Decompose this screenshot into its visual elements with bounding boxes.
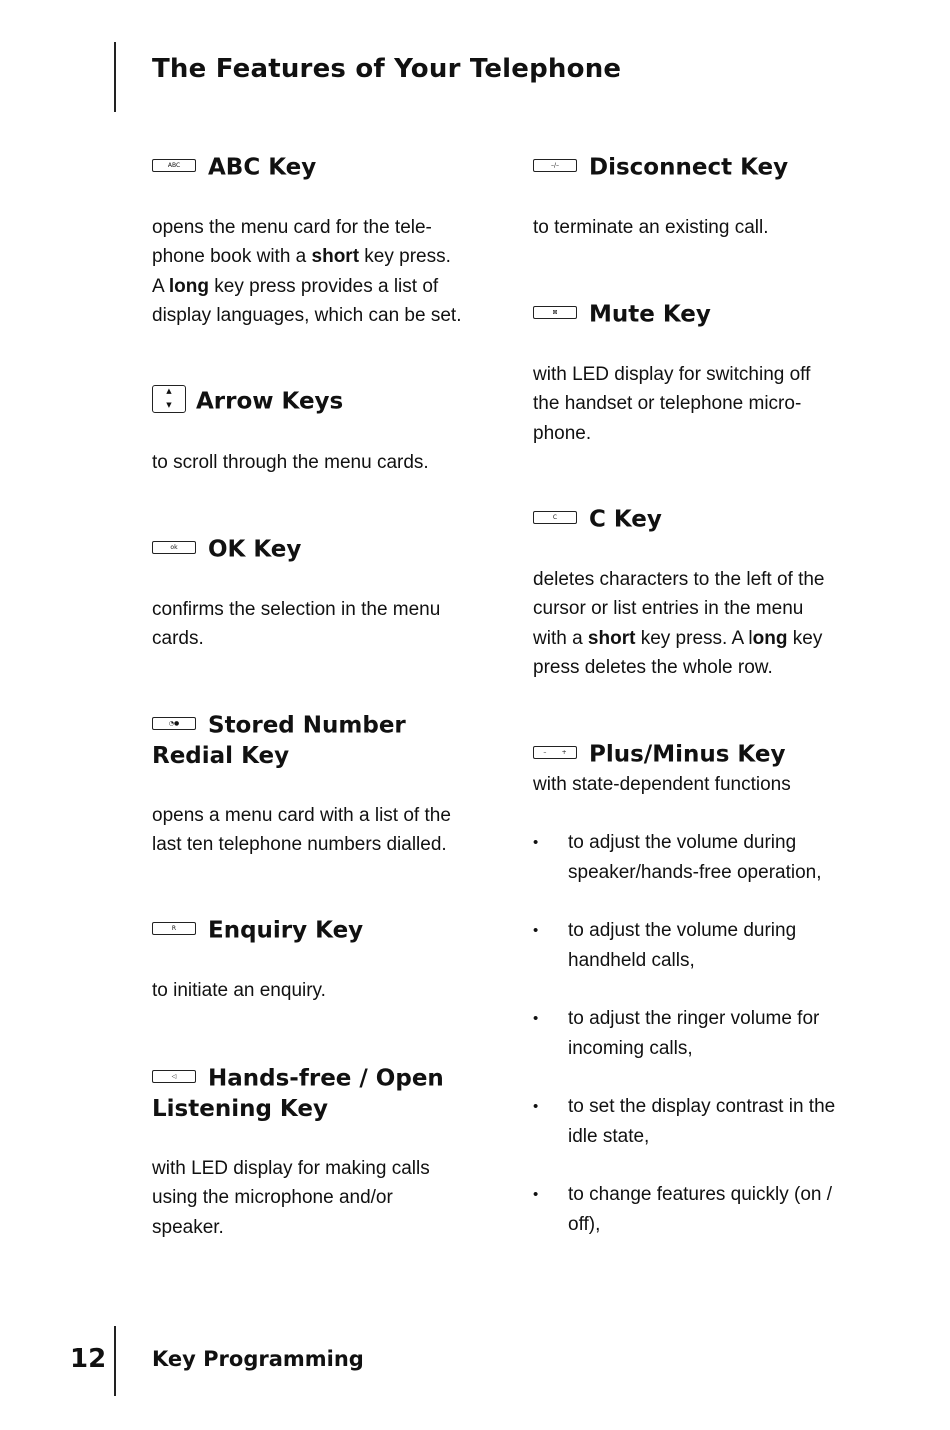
ok-key-description: confirms the selection in the menu cards. <box>152 598 441 649</box>
stored-number-redial-section <box>152 710 482 860</box>
arrow-keys-icon: ▲ ▼ <box>152 385 186 413</box>
ok-key-title: ok OK Key <box>152 534 482 565</box>
disconnect-key-section <box>533 152 853 242</box>
redial-key-icon: ◔● <box>152 717 196 730</box>
stored-number-redial-description: opens a menu card with a list of the last ten telephone numbers dialled. <box>152 804 451 855</box>
stored-number-redial-title-line2: Redial Key <box>152 742 290 769</box>
hands-free-key-title: ◁ Hands-free / Open <box>152 1063 482 1094</box>
stored-number-redial-title: ◔● Stored Number <box>152 710 482 741</box>
arrow-keys-section <box>152 386 482 477</box>
abc-key-description: opens the menu card for the tele- phone book with a short key press. A long key press provides a list of display languages, which can be set. <box>152 216 462 326</box>
enquiry-key-title: R Enquiry Key <box>152 915 482 946</box>
enquiry-key-section <box>152 915 482 1005</box>
mute-key-title: ⊠ Mute Key <box>533 299 853 330</box>
enquiry-key-icon: R <box>152 922 196 935</box>
disconnect-key-title: –/– Disconnect Key <box>533 152 853 183</box>
enquiry-key-description: to initiate an enquiry. <box>152 979 326 1001</box>
mute-key-icon: ⊠ <box>533 306 577 319</box>
list-item: • to adjust the volume during speaker/hands-free operation, <box>533 828 853 887</box>
list-item: • to adjust the volume during handheld calls, <box>533 916 853 975</box>
plus-minus-key-icon: – + <box>533 746 577 759</box>
page-number: 12 <box>70 1344 107 1374</box>
c-key-section <box>533 504 853 683</box>
ok-key-section <box>152 534 482 654</box>
c-key-title: C C Key <box>533 504 853 535</box>
c-key-description: deletes characters to the left of the cursor or list entries in the menu with a short key press. A long key press deletes the whole row. <box>533 568 825 678</box>
arrow-keys-description: to scroll through the menu cards. <box>152 451 429 473</box>
arrow-keys-title: ▲ ▼ Arrow Keys <box>152 386 482 417</box>
list-item: • to change features quickly (on / off), <box>533 1180 853 1239</box>
disconnect-key-icon: –/– <box>533 159 577 172</box>
abc-key-section <box>152 152 482 331</box>
plus-minus-function-list <box>533 828 853 1239</box>
plus-minus-key-title: – + Plus/Minus Key <box>533 739 853 770</box>
hands-free-key-description: with LED display for making calls using the microphone and/or speaker. <box>152 1157 430 1238</box>
mute-key-section <box>533 299 853 448</box>
abc-key-icon: ABC <box>152 159 196 172</box>
footer-rule <box>114 1326 116 1396</box>
disconnect-key-description: to terminate an existing call. <box>533 216 769 238</box>
hands-free-key-title-line2: Listening Key <box>152 1095 328 1122</box>
abc-key-title: ABC ABC Key <box>152 152 482 183</box>
mute-key-description: with LED display for switching off the handset or telephone micro- phone. <box>533 363 811 444</box>
ok-key-icon: ok <box>152 541 196 554</box>
speaker-key-icon: ◁ <box>152 1070 196 1083</box>
list-item: • to set the display contrast in the idle state, <box>533 1092 853 1151</box>
hands-free-key-section <box>152 1063 482 1242</box>
list-item: • to adjust the ringer volume for incoming calls, <box>533 1004 853 1063</box>
plus-minus-key-description: with state-dependent functions <box>533 773 791 795</box>
footer-section-title: Key Programming <box>152 1347 364 1371</box>
plus-minus-key-section <box>533 739 853 1239</box>
page-title: The Features of Your Telephone <box>152 54 622 84</box>
header-rule <box>114 42 116 112</box>
c-key-icon: C <box>533 511 577 524</box>
